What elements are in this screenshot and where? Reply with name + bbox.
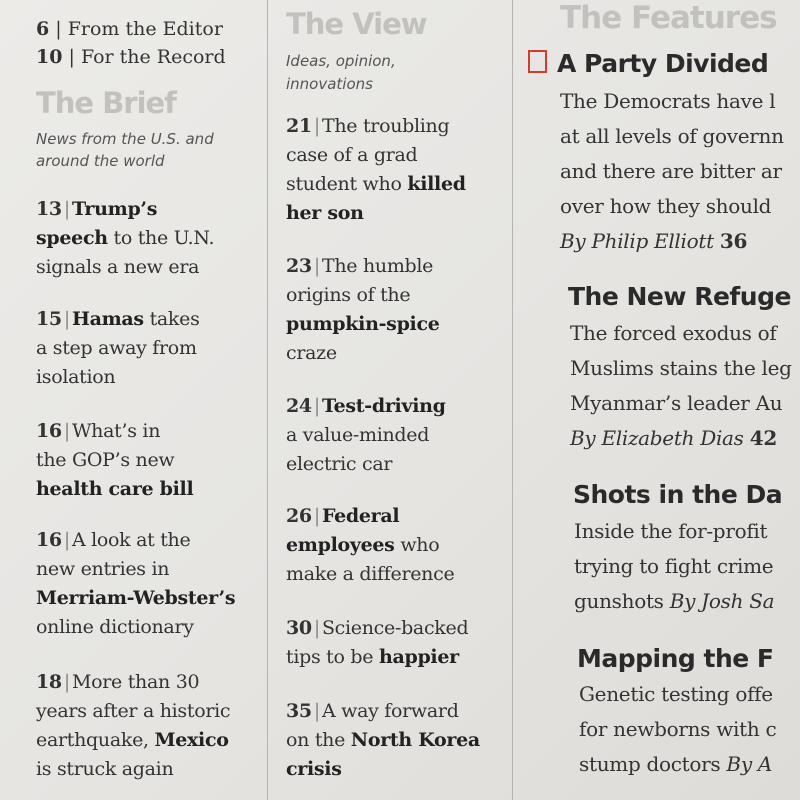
section-subtitle-line: Ideas, opinion, bbox=[286, 52, 396, 70]
section-title-features: The Features bbox=[560, 0, 777, 36]
feature-item[interactable]: Mapping the F bbox=[577, 644, 774, 673]
section-subtitle-line: News from the U.S. and bbox=[36, 130, 214, 148]
feature-body: Inside the for-profit trying to fight crime gunshots By Josh Sa bbox=[574, 519, 775, 613]
toc-entry[interactable]: 35 | A way forward on the North Korea crisis bbox=[286, 700, 480, 780]
red-box-icon bbox=[528, 50, 547, 73]
toc-entry[interactable]: 13 | Trump’s speech to the U.N. signals a new era bbox=[36, 198, 215, 278]
feature-body: The forced exodus of Muslims stains the leg Myanmar’s leader Au By Elizabeth Dias 42 bbox=[570, 321, 792, 450]
toc-entry[interactable]: 18 | More than 30 years after a historic earthquake, Mexico is struck again bbox=[36, 671, 231, 780]
section-subtitle-line: around the world bbox=[36, 152, 165, 170]
toc-entry[interactable]: 15 | Hamas takes a step away from isolation bbox=[36, 308, 200, 388]
toc-entry[interactable]: 30 | Science-backed tips to be happier bbox=[286, 617, 469, 668]
feature-body: The Democrats have l at all levels of governn and there are bitter ar over how they should By Philip Elliott 36 bbox=[560, 89, 784, 253]
column-view bbox=[286, 0, 506, 800]
section-subtitle-line: innovations bbox=[286, 75, 373, 93]
feature-item[interactable]: A Party Divided bbox=[528, 48, 768, 80]
toc-entry[interactable]: 16 | What’s in the GOP’s new health care bill bbox=[36, 420, 194, 500]
feature-body: Genetic testing offe for newborns with c stump doctors By A bbox=[579, 682, 777, 776]
toc-entry[interactable]: 21 | The troubling case of a grad student who killed her son bbox=[286, 115, 466, 224]
column-brief bbox=[36, 0, 268, 800]
feature-item[interactable]: The New Refuge bbox=[568, 282, 791, 311]
toc-entry[interactable]: 26 | Federal employees who make a difference bbox=[286, 505, 455, 585]
column-divider bbox=[512, 0, 513, 800]
toc-entry[interactable]: 16 | A look at the new entries in Merriam-Webster’s online dictionary bbox=[36, 529, 236, 638]
toc-entry-editor[interactable]: 6 | From the Editor bbox=[36, 18, 223, 40]
column-features bbox=[557, 0, 800, 800]
section-title-brief: The Brief bbox=[36, 86, 176, 120]
section-title-view: The View bbox=[286, 7, 427, 41]
toc-entry[interactable]: 24 | Test-driving a value-minded electric car bbox=[286, 395, 446, 475]
toc-entry-record[interactable]: 10 | For the Record bbox=[36, 46, 226, 68]
toc-entry[interactable]: 23 | The humble origins of the pumpkin-spice craze bbox=[286, 255, 440, 364]
feature-item[interactable]: Shots in the Da bbox=[573, 480, 783, 509]
